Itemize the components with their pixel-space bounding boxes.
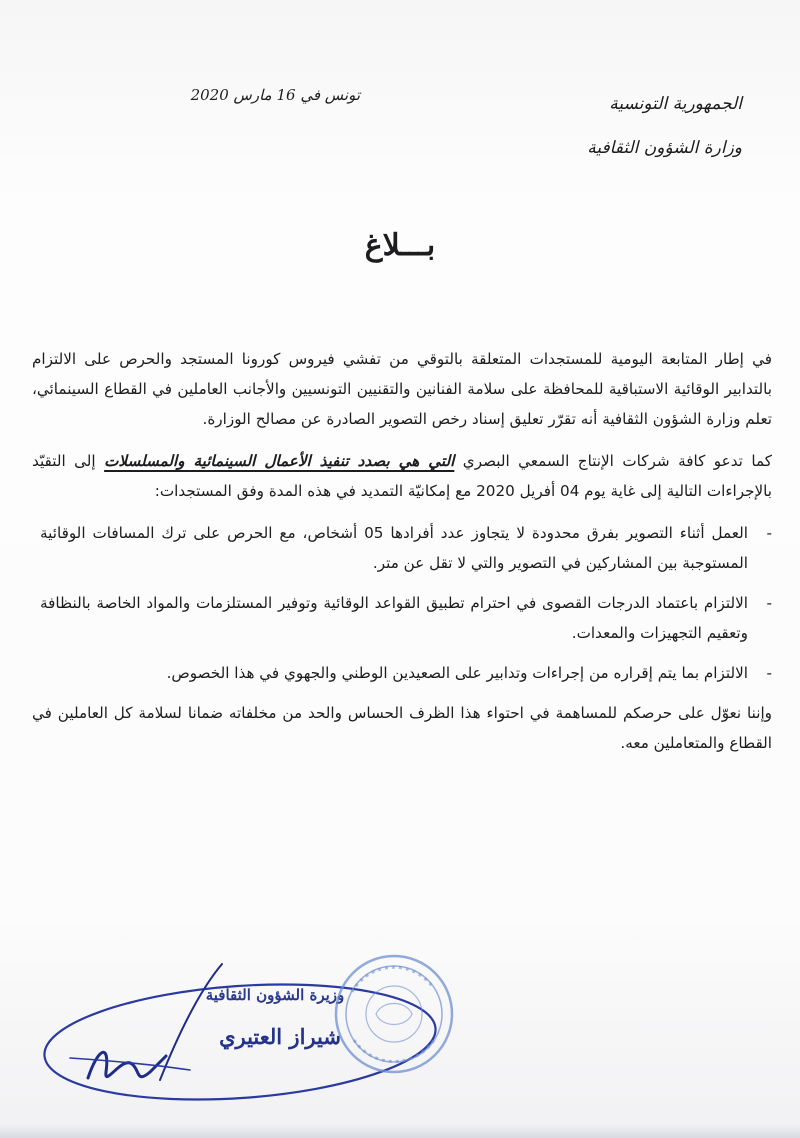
- official-stamp-icon: [332, 952, 456, 1076]
- measure-text: الالتزام بما يتم إقراره من إجراءات وتدابير على الصعيدين الوطني والجهوي في هذا الخصوص.: [166, 664, 748, 682]
- document-date: تونس في 16 مارس 2020: [190, 86, 360, 104]
- page-bottom-edge: [0, 1124, 800, 1138]
- closing-paragraph: وإننا نعوّل على حرصكم للمساهمة في احتواء هذا الظرف الحساس والحد من مخلفاته ضمانا لسلامة كل العاملين في القطاع والمتعاملين معه.: [32, 704, 772, 752]
- dash-bullet-icon: -: [766, 524, 772, 542]
- dash-bullet-icon: -: [766, 594, 772, 612]
- letterhead: [587, 82, 742, 170]
- ministry-name: وزارة الشؤون الثقافية: [587, 138, 742, 158]
- country-name: الجمهورية التونسية: [609, 94, 742, 114]
- instruction-emphasis: التي هي بصدد تنفيذ الأعمال السينمائية والمسلسلات: [104, 452, 455, 470]
- instruction-text-start: كما تدعو كافة شركات الإنتاج السمعي البصري: [454, 452, 772, 470]
- measure-text: العمل أثناء التصوير بفرق محدودة لا يتجاوز عدد أفرادها 05 أشخاص، مع الحرص على ترك المسافات الوقائية المستوجبة بين المشاركين في التصوير والتي لا تقل عن متر.: [40, 524, 748, 572]
- list-item: [32, 518, 772, 578]
- measure-text: الالتزام باعتماد الدرجات القصوى في احترام تطبيق القواعد الوقائية وتوفير المستلزمات والمواد الخاصة بالنظافة وتعقيم التجهيزات والمعدات.: [40, 594, 748, 642]
- list-item: [32, 658, 772, 688]
- list-item: [32, 588, 772, 648]
- document-title: بـــلاغ: [364, 228, 436, 263]
- signatory-name: شيراز العتيري: [219, 1024, 341, 1049]
- instruction-paragraph: [32, 446, 772, 506]
- signatory-title: وزيرة الشؤون الثقافية: [205, 986, 345, 1004]
- intro-paragraph: في إطار المتابعة اليومية للمستجدات المتعلقة بالتوقي من تفشي فيروس كورونا المستجد والحرص على الالتزام بالتدابير الوقائية الاستباقية للمحافظة على سلامة الفنانين والتقنيين التونسيين والأجانب العاملين في القطاع السينمائي، تعلم وزارة الشؤون الثقافية أنه تقرّر تعليق إسناد رخص التصوير الصادرة عن مصالح الوزارة.: [32, 350, 772, 428]
- instruction-text-end: إلى التقيّد بالإجراءات التالية إلى غاية يوم 04 أفريل 2020 مع إمكانيّة التمديد في هذه المدة وفق المستجدات:: [32, 452, 772, 500]
- document-body: [32, 344, 772, 770]
- measures-list: [32, 518, 772, 688]
- dash-bullet-icon: -: [766, 664, 772, 682]
